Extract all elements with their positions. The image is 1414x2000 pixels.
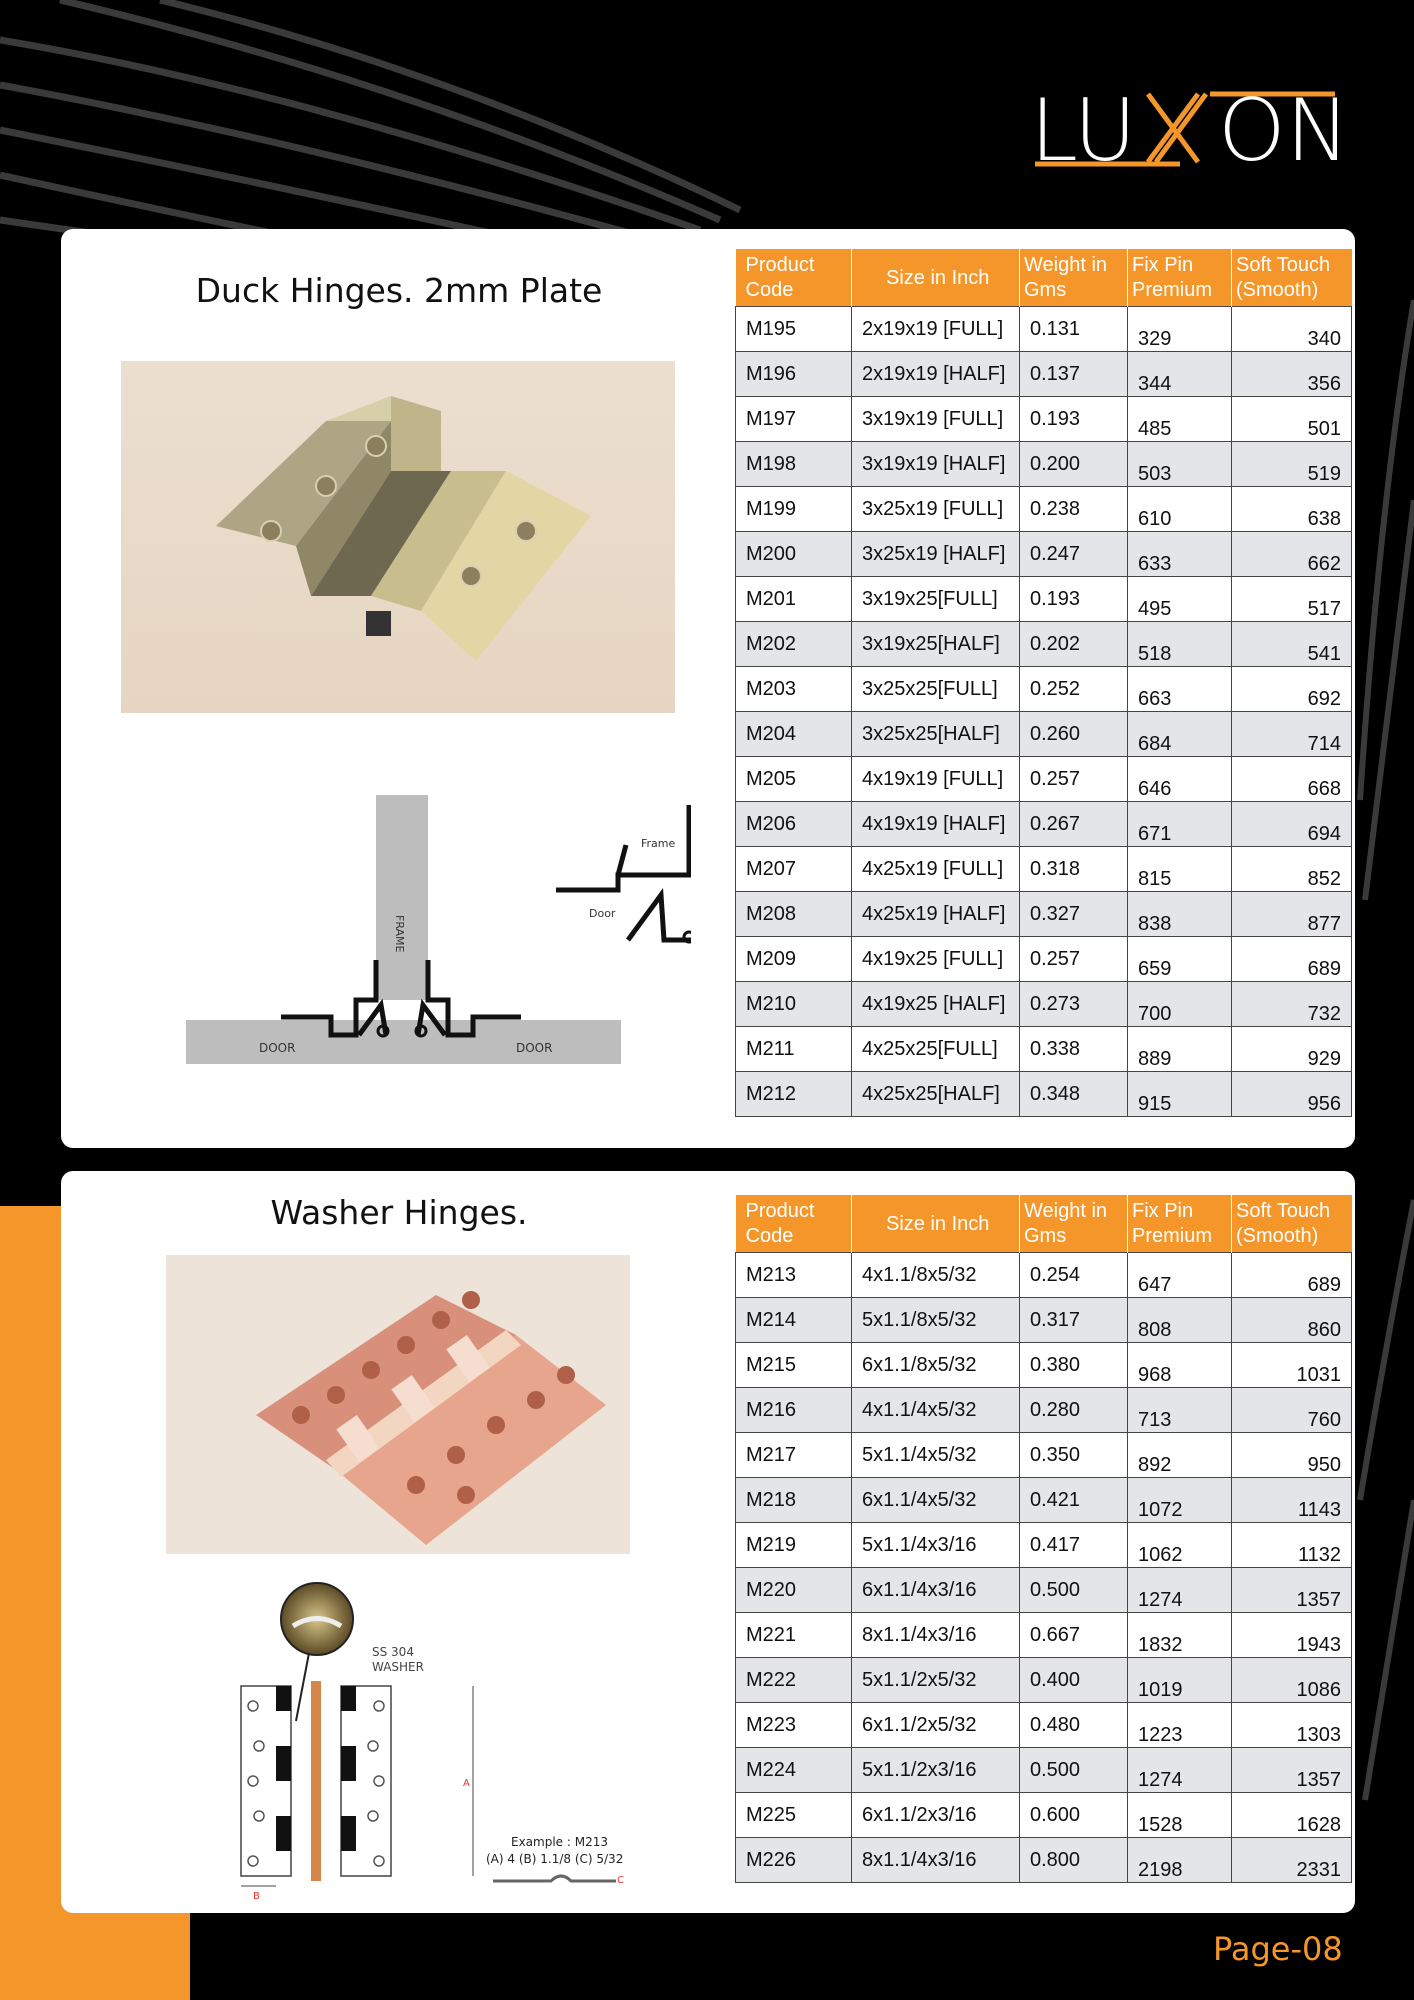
- product-code-cell: M213: [736, 1253, 852, 1298]
- table-row: [736, 487, 1352, 532]
- header-fix-pin: Fix Pin Premium: [1128, 1195, 1232, 1253]
- duck-hinges-rows: [736, 307, 1352, 1117]
- soft-touch-price-cell: 1357: [1232, 1568, 1352, 1613]
- weight-cell: 0.193: [1020, 397, 1128, 442]
- fix-pin-price-cell: 838: [1128, 892, 1232, 937]
- soft-touch-price-cell: 501: [1232, 397, 1352, 442]
- fix-pin-price-cell: 1274: [1128, 1748, 1232, 1793]
- product-code-cell: M195: [736, 307, 852, 352]
- example-values: (A) 4 (B) 1.1/8 (C) 5/32: [486, 1852, 624, 1866]
- weight-cell: 0.318: [1020, 847, 1128, 892]
- weight-cell: 0.480: [1020, 1703, 1128, 1748]
- weight-cell: 0.273: [1020, 982, 1128, 1027]
- table-row: [736, 937, 1352, 982]
- table-row: [736, 1388, 1352, 1433]
- table-row: [736, 802, 1352, 847]
- washer-hinge-diagram: [231, 1581, 661, 1901]
- fix-pin-price-cell: 495: [1128, 577, 1232, 622]
- table-row: [736, 1793, 1352, 1838]
- size-cell: 6x1.1/8x5/32: [852, 1343, 1020, 1388]
- table-row: [736, 1343, 1352, 1388]
- table-row: [736, 757, 1352, 802]
- product-code-cell: M196: [736, 352, 852, 397]
- size-cell: 3x19x19 [FULL]: [852, 397, 1020, 442]
- size-cell: 4x19x25 [HALF]: [852, 982, 1020, 1027]
- page-number: Page-08: [1213, 1930, 1343, 1968]
- duck-hinges-panel: [61, 229, 1355, 1148]
- table-row: [736, 712, 1352, 757]
- product-code-cell: M225: [736, 1793, 852, 1838]
- table-row: [736, 1253, 1352, 1298]
- door-label: Door: [589, 907, 616, 920]
- product-code-cell: M200: [736, 532, 852, 577]
- product-code-cell: M215: [736, 1343, 852, 1388]
- weight-cell: 0.400: [1020, 1658, 1128, 1703]
- fix-pin-price-cell: 815: [1128, 847, 1232, 892]
- size-cell: 4x25x25[HALF]: [852, 1072, 1020, 1117]
- size-cell: 8x1.1/4x3/16: [852, 1838, 1020, 1883]
- fix-pin-price-cell: 518: [1128, 622, 1232, 667]
- soft-touch-price-cell: 692: [1232, 667, 1352, 712]
- fix-pin-price-cell: 659: [1128, 937, 1232, 982]
- product-code-cell: M210: [736, 982, 852, 1027]
- svg-text:ON: ON: [1218, 82, 1351, 174]
- product-code-cell: M206: [736, 802, 852, 847]
- header-product-code: Product Code: [736, 1195, 852, 1253]
- duck-hinge-photo: [121, 361, 675, 713]
- header-product-code: Product Code: [736, 249, 852, 307]
- weight-cell: 0.260: [1020, 712, 1128, 757]
- soft-touch-price-cell: 1943: [1232, 1613, 1352, 1658]
- header-weight: Weight in Gms: [1020, 1195, 1128, 1253]
- frame-label: Frame: [641, 837, 676, 850]
- size-cell: 4x1.1/4x5/32: [852, 1388, 1020, 1433]
- table-row: [736, 1613, 1352, 1658]
- weight-cell: 0.131: [1020, 307, 1128, 352]
- header-weight: Weight in Gms: [1020, 249, 1128, 307]
- product-code-cell: M224: [736, 1748, 852, 1793]
- product-code-cell: M222: [736, 1658, 852, 1703]
- weight-cell: 0.238: [1020, 487, 1128, 532]
- weight-cell: 0.257: [1020, 937, 1128, 982]
- table-row: [736, 1027, 1352, 1072]
- table-header-row: [736, 1195, 1352, 1253]
- dim-c-label: C: [617, 1875, 624, 1886]
- size-cell: 5x1.1/2x5/32: [852, 1658, 1020, 1703]
- fix-pin-price-cell: 647: [1128, 1253, 1232, 1298]
- weight-cell: 0.317: [1020, 1298, 1128, 1343]
- size-cell: 4x19x19 [FULL]: [852, 757, 1020, 802]
- size-cell: 3x19x25[HALF]: [852, 622, 1020, 667]
- product-code-cell: M208: [736, 892, 852, 937]
- size-cell: 4x25x19 [HALF]: [852, 892, 1020, 937]
- table-row: [736, 982, 1352, 1027]
- size-cell: 4x25x25[FULL]: [852, 1027, 1020, 1072]
- product-code-cell: M211: [736, 1027, 852, 1072]
- size-cell: 2x19x19 [HALF]: [852, 352, 1020, 397]
- dim-b-label: B: [253, 1891, 260, 1901]
- fix-pin-price-cell: 646: [1128, 757, 1232, 802]
- soft-touch-price-cell: 517: [1232, 577, 1352, 622]
- fix-pin-price-cell: 968: [1128, 1343, 1232, 1388]
- product-code-cell: M218: [736, 1478, 852, 1523]
- size-cell: 5x1.1/4x5/32: [852, 1433, 1020, 1478]
- weight-cell: 0.254: [1020, 1253, 1128, 1298]
- washer-hinges-panel: [61, 1171, 1355, 1913]
- weight-cell: 0.667: [1020, 1613, 1128, 1658]
- size-cell: 5x1.1/2x3/16: [852, 1748, 1020, 1793]
- soft-touch-price-cell: 1143: [1232, 1478, 1352, 1523]
- size-cell: 6x1.1/4x3/16: [852, 1568, 1020, 1613]
- table-row: [736, 1478, 1352, 1523]
- fix-pin-price-cell: 1072: [1128, 1478, 1232, 1523]
- weight-cell: 0.280: [1020, 1388, 1128, 1433]
- washer-hinges-table: [735, 1195, 1352, 1883]
- weight-cell: 0.247: [1020, 532, 1128, 577]
- table-row: [736, 892, 1352, 937]
- fix-pin-price-cell: 1062: [1128, 1523, 1232, 1568]
- product-code-cell: M223: [736, 1703, 852, 1748]
- soft-touch-price-cell: 860: [1232, 1298, 1352, 1343]
- size-cell: 4x19x25 [FULL]: [852, 937, 1020, 982]
- size-cell: 4x1.1/8x5/32: [852, 1253, 1020, 1298]
- soft-touch-price-cell: 689: [1232, 937, 1352, 982]
- product-code-cell: M199: [736, 487, 852, 532]
- header-soft-touch: Soft Touch (Smooth): [1232, 249, 1352, 307]
- fix-pin-price-cell: 915: [1128, 1072, 1232, 1117]
- washer-hinges-rows: [736, 1253, 1352, 1883]
- product-code-cell: M204: [736, 712, 852, 757]
- size-cell: 5x1.1/4x3/16: [852, 1523, 1020, 1568]
- fix-pin-price-cell: 684: [1128, 712, 1232, 757]
- soft-touch-price-cell: 662: [1232, 532, 1352, 577]
- header-size: Size in Inch: [852, 249, 1020, 307]
- fix-pin-price-cell: 1832: [1128, 1613, 1232, 1658]
- table-row: [736, 622, 1352, 667]
- weight-cell: 0.417: [1020, 1523, 1128, 1568]
- table-row: [736, 1748, 1352, 1793]
- product-code-cell: M226: [736, 1838, 852, 1883]
- table-row: [736, 442, 1352, 487]
- soft-touch-price-cell: 950: [1232, 1433, 1352, 1478]
- svg-text:LU: LU: [1030, 82, 1137, 174]
- product-code-cell: M212: [736, 1072, 852, 1117]
- soft-touch-price-cell: 1086: [1232, 1658, 1352, 1703]
- soft-touch-price-cell: 877: [1232, 892, 1352, 937]
- fix-pin-price-cell: 610: [1128, 487, 1232, 532]
- table-row: [736, 352, 1352, 397]
- soft-touch-price-cell: 1031: [1232, 1343, 1352, 1388]
- duck-hinges-title: Duck Hinges. 2mm Plate: [195, 271, 603, 310]
- soft-touch-price-cell: 956: [1232, 1072, 1352, 1117]
- header-size: Size in Inch: [852, 1195, 1020, 1253]
- header-fix-pin: Fix Pin Premium: [1128, 249, 1232, 307]
- product-code-cell: M209: [736, 937, 852, 982]
- door-right-label: DOOR: [516, 1041, 553, 1055]
- size-cell: 3x19x25[FULL]: [852, 577, 1020, 622]
- product-code-cell: M216: [736, 1388, 852, 1433]
- size-cell: 4x25x19 [FULL]: [852, 847, 1020, 892]
- table-row: [736, 1658, 1352, 1703]
- product-code-cell: M221: [736, 1613, 852, 1658]
- table-header-row: [736, 249, 1352, 307]
- weight-cell: 0.137: [1020, 352, 1128, 397]
- luxon-logo: [1030, 82, 1358, 174]
- weight-cell: 0.380: [1020, 1343, 1128, 1388]
- weight-cell: 0.200: [1020, 442, 1128, 487]
- table-row: [736, 847, 1352, 892]
- product-code-cell: M219: [736, 1523, 852, 1568]
- soft-touch-price-cell: 638: [1232, 487, 1352, 532]
- product-code-cell: M205: [736, 757, 852, 802]
- product-code-cell: M202: [736, 622, 852, 667]
- fix-pin-price-cell: 700: [1128, 982, 1232, 1027]
- soft-touch-price-cell: 1628: [1232, 1793, 1352, 1838]
- fix-pin-price-cell: 713: [1128, 1388, 1232, 1433]
- fix-pin-price-cell: 892: [1128, 1433, 1232, 1478]
- weight-cell: 0.600: [1020, 1793, 1128, 1838]
- fix-pin-price-cell: 633: [1128, 532, 1232, 577]
- table-row: [736, 397, 1352, 442]
- size-cell: 3x25x25[HALF]: [852, 712, 1020, 757]
- size-cell: 4x19x19 [HALF]: [852, 802, 1020, 847]
- weight-cell: 0.350: [1020, 1433, 1128, 1478]
- fix-pin-price-cell: 329: [1128, 307, 1232, 352]
- fix-pin-price-cell: 485: [1128, 397, 1232, 442]
- size-cell: 3x25x25[FULL]: [852, 667, 1020, 712]
- dim-a-label: A: [463, 1778, 470, 1789]
- weight-cell: 0.500: [1020, 1568, 1128, 1613]
- weight-cell: 0.421: [1020, 1478, 1128, 1523]
- size-cell: 3x25x19 [FULL]: [852, 487, 1020, 532]
- soft-touch-price-cell: 929: [1232, 1027, 1352, 1072]
- fix-pin-price-cell: 2198: [1128, 1838, 1232, 1883]
- soft-touch-price-cell: 852: [1232, 847, 1352, 892]
- table-row: [736, 1838, 1352, 1883]
- product-code-cell: M203: [736, 667, 852, 712]
- soft-touch-price-cell: 2331: [1232, 1838, 1352, 1883]
- fix-pin-price-cell: 671: [1128, 802, 1232, 847]
- table-row: [736, 1298, 1352, 1343]
- soft-touch-price-cell: 760: [1232, 1388, 1352, 1433]
- soft-touch-price-cell: 356: [1232, 352, 1352, 397]
- table-row: [736, 667, 1352, 712]
- table-row: [736, 1568, 1352, 1613]
- fix-pin-price-cell: 1528: [1128, 1793, 1232, 1838]
- door-left-label: DOOR: [259, 1041, 296, 1055]
- fix-pin-price-cell: 503: [1128, 442, 1232, 487]
- weight-cell: 0.338: [1020, 1027, 1128, 1072]
- soft-touch-price-cell: 732: [1232, 982, 1352, 1027]
- weight-cell: 0.327: [1020, 892, 1128, 937]
- weight-cell: 0.202: [1020, 622, 1128, 667]
- fix-pin-price-cell: 808: [1128, 1298, 1232, 1343]
- soft-touch-price-cell: 694: [1232, 802, 1352, 847]
- weight-cell: 0.252: [1020, 667, 1128, 712]
- soft-touch-price-cell: 340: [1232, 307, 1352, 352]
- size-cell: 3x19x19 [HALF]: [852, 442, 1020, 487]
- soft-touch-price-cell: 714: [1232, 712, 1352, 757]
- frame-vertical-label: FRAME: [393, 915, 406, 953]
- soft-touch-price-cell: 519: [1232, 442, 1352, 487]
- size-cell: 6x1.1/2x3/16: [852, 1793, 1020, 1838]
- size-cell: 6x1.1/2x5/32: [852, 1703, 1020, 1748]
- fix-pin-price-cell: 663: [1128, 667, 1232, 712]
- washer-hinges-title: Washer Hinges.: [270, 1193, 528, 1232]
- washer-hinge-photo: [166, 1255, 630, 1554]
- fix-pin-price-cell: 889: [1128, 1027, 1232, 1072]
- size-cell: 6x1.1/4x5/32: [852, 1478, 1020, 1523]
- size-cell: 2x19x19 [FULL]: [852, 307, 1020, 352]
- size-cell: 5x1.1/8x5/32: [852, 1298, 1020, 1343]
- table-row: [736, 577, 1352, 622]
- product-code-cell: M207: [736, 847, 852, 892]
- soft-touch-price-cell: 541: [1232, 622, 1352, 667]
- fix-pin-price-cell: 1223: [1128, 1703, 1232, 1748]
- soft-touch-price-cell: 1132: [1232, 1523, 1352, 1568]
- table-row: [736, 307, 1352, 352]
- size-cell: 3x25x19 [HALF]: [852, 532, 1020, 577]
- product-code-cell: M198: [736, 442, 852, 487]
- product-code-cell: M197: [736, 397, 852, 442]
- weight-cell: 0.348: [1020, 1072, 1128, 1117]
- soft-touch-price-cell: 1357: [1232, 1748, 1352, 1793]
- weight-cell: 0.800: [1020, 1838, 1128, 1883]
- soft-touch-price-cell: 689: [1232, 1253, 1352, 1298]
- duck-hinges-table: [735, 249, 1352, 1117]
- table-row: [736, 1433, 1352, 1478]
- table-row: [736, 1072, 1352, 1117]
- weight-cell: 0.257: [1020, 757, 1128, 802]
- header-soft-touch: Soft Touch (Smooth): [1232, 1195, 1352, 1253]
- logo-graphic: [1030, 82, 1358, 174]
- product-code-cell: M201: [736, 577, 852, 622]
- weight-cell: 0.267: [1020, 802, 1128, 847]
- example-title: Example : M213: [511, 1835, 608, 1849]
- table-row: [736, 1523, 1352, 1568]
- table-row: [736, 532, 1352, 577]
- washer-label-line1: SS 304: [372, 1645, 414, 1659]
- duck-hinge-diagram: [181, 795, 691, 1095]
- fix-pin-price-cell: 344: [1128, 352, 1232, 397]
- soft-touch-price-cell: 1303: [1232, 1703, 1352, 1748]
- product-code-cell: M214: [736, 1298, 852, 1343]
- fix-pin-price-cell: 1274: [1128, 1568, 1232, 1613]
- soft-touch-price-cell: 668: [1232, 757, 1352, 802]
- fix-pin-price-cell: 1019: [1128, 1658, 1232, 1703]
- product-code-cell: M217: [736, 1433, 852, 1478]
- weight-cell: 0.500: [1020, 1748, 1128, 1793]
- washer-label-line2: WASHER: [372, 1660, 424, 1674]
- product-code-cell: M220: [736, 1568, 852, 1613]
- table-row: [736, 1703, 1352, 1748]
- size-cell: 8x1.1/4x3/16: [852, 1613, 1020, 1658]
- weight-cell: 0.193: [1020, 577, 1128, 622]
